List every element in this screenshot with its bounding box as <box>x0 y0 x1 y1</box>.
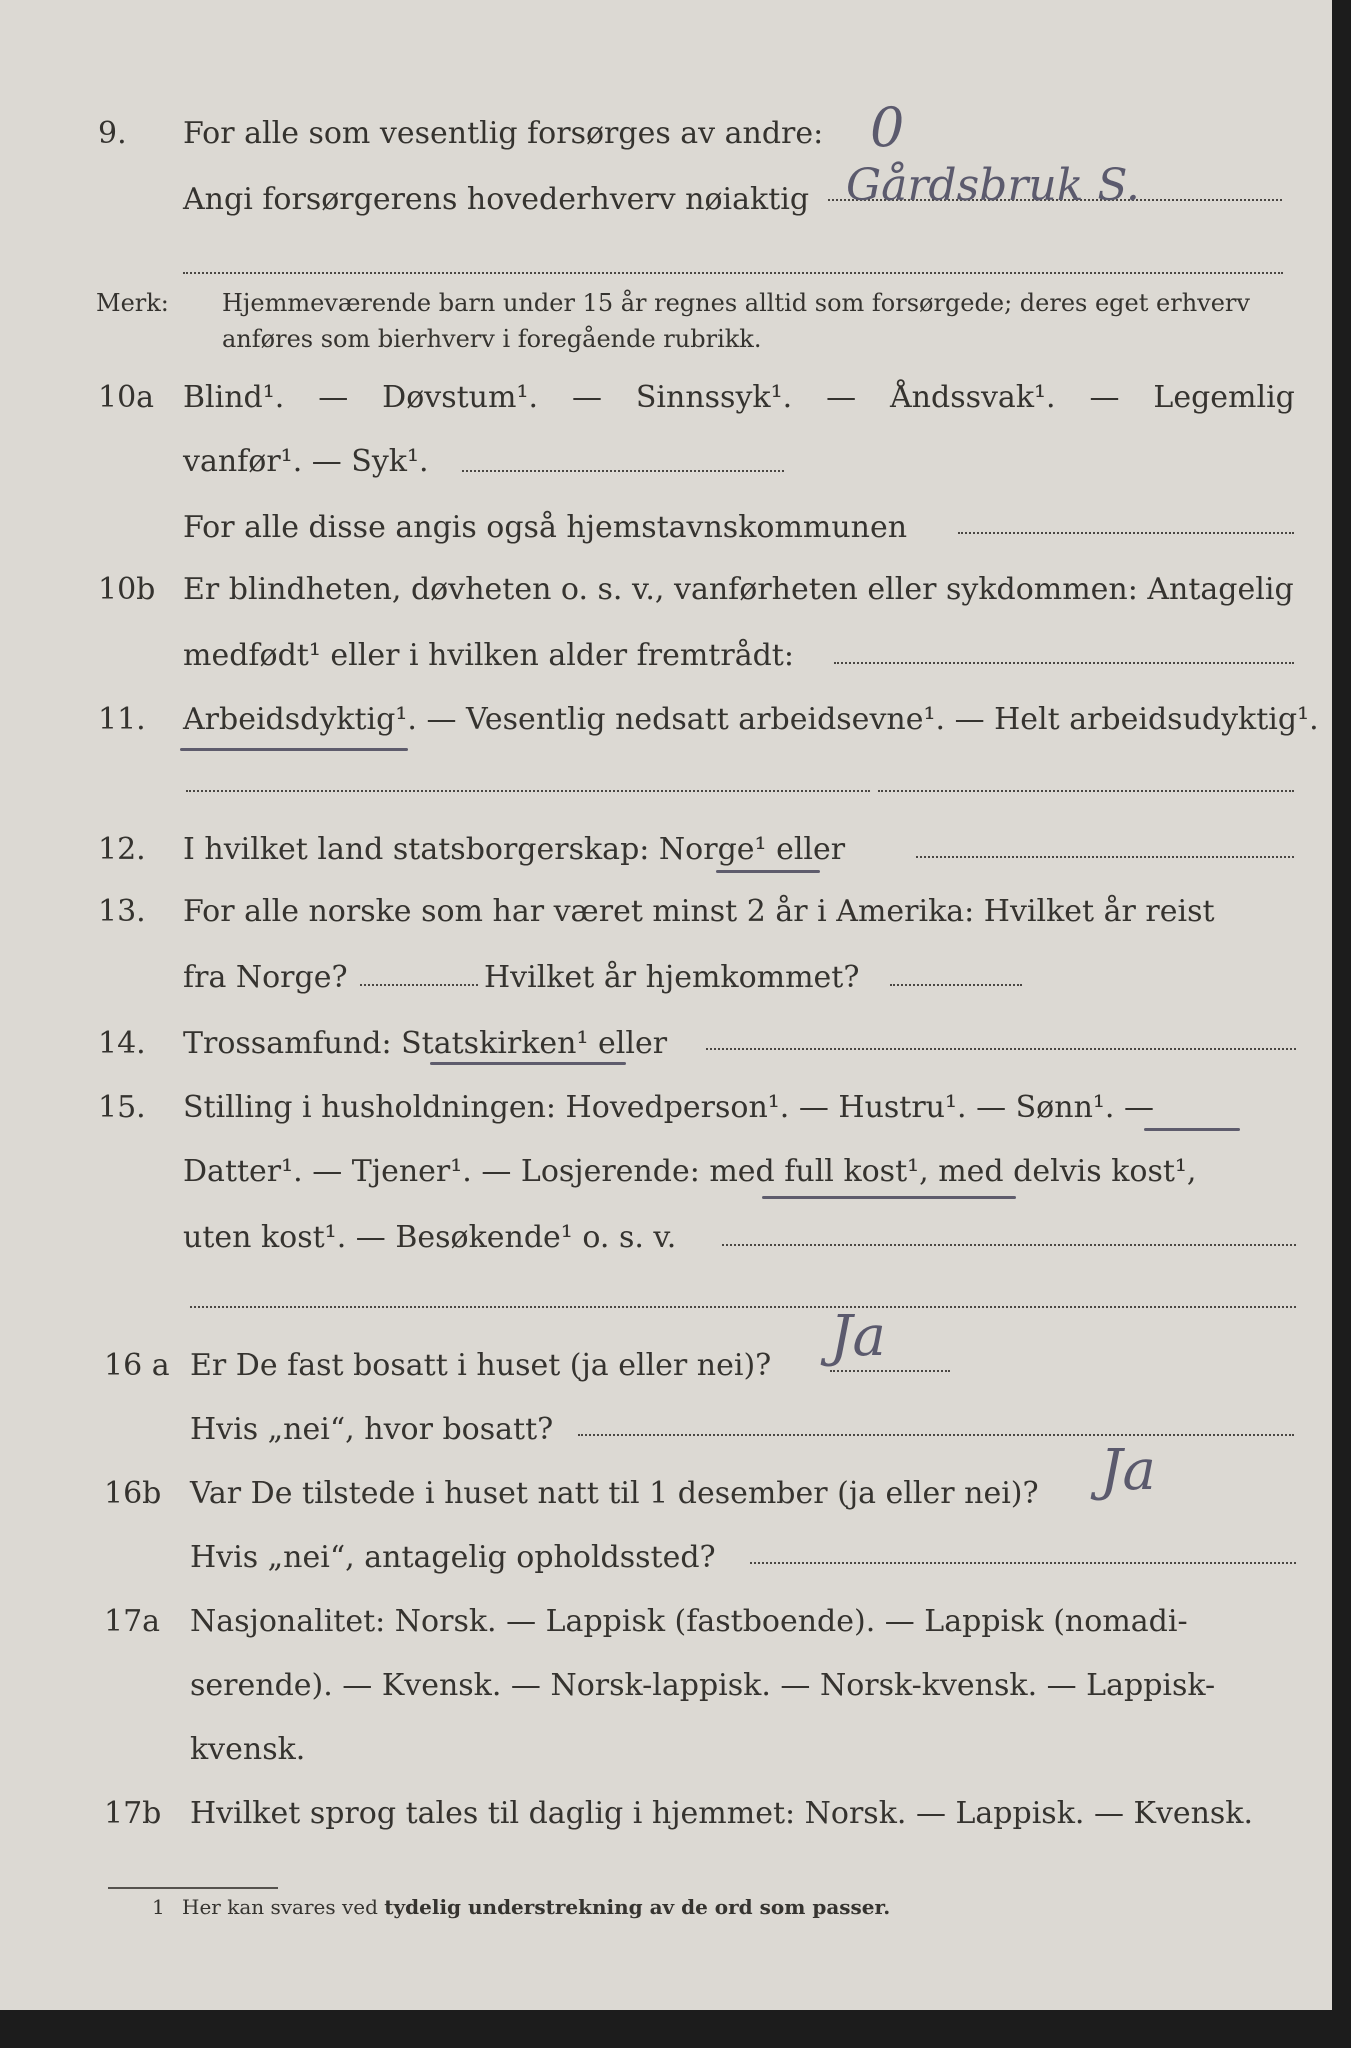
q11-blank-line-b <box>878 790 1294 792</box>
q10a-opt-sinnssyk: Sinnssyk¹. <box>635 380 793 415</box>
q13-number: 13. <box>98 894 146 929</box>
q10b-answer-line <box>834 662 1294 664</box>
q15-text1: Stilling i husholdningen: Hovedperson¹. — Hustru¹. — Sønn¹. — <box>183 1090 1154 1125</box>
q10a-dash1: — <box>318 380 349 415</box>
q13-text1: For alle norske som har været minst 2 år i Amerika: Hvilket år reist <box>183 894 1215 929</box>
q10a-opt-legemlig: Legemlig <box>1153 380 1295 415</box>
q10a-answer-line2 <box>958 532 1294 534</box>
q17b-text1: Hvilket sprog tales til daglig i hjemmet: Norsk. — Lappisk. — Kvensk. <box>190 1796 1254 1831</box>
footnote-text-a: Her kan svares ved <box>182 1895 385 1919</box>
q10a-dash2: — <box>571 380 602 415</box>
q12-text1: I hvilket land statsborgerskap: Norge¹ eller <box>183 832 846 867</box>
q12-number: 12. <box>98 832 146 867</box>
q14-answer-line <box>706 1048 1296 1050</box>
q11-number: 11. <box>98 702 146 737</box>
q11-text1: Arbeidsdyktig¹. — Vesentlig nedsatt arbeidsevne¹. — Helt arbeidsudyktig¹. <box>183 702 1319 737</box>
q10a-answer-line1 <box>462 470 784 472</box>
q15-text2: Datter¹. — Tjener¹. — Losjerende: med full kost¹, med delvis kost¹, <box>183 1154 1197 1189</box>
q15-text3: uten kost¹. — Besøkende¹ o. s. v. <box>183 1220 677 1255</box>
footnote-text <box>182 1894 890 1920</box>
q9-blank-line <box>183 272 1283 274</box>
q17a-text1: Nasjonalitet: Norsk. — Lappisk (fastboende). — Lappisk (nomadi- <box>190 1604 1188 1639</box>
q16a-answer-line <box>830 1370 950 1372</box>
q16a-text1: Er De fast bosatt i huset (ja eller nei)? <box>190 1348 772 1383</box>
q10a-options <box>183 380 1295 416</box>
q9-text1: For alle som vesentlig forsørges av andre: <box>183 116 824 151</box>
q17a-text3: kvensk. <box>190 1732 306 1767</box>
q10a-opt-dovstum: Døvstum¹. <box>382 380 539 415</box>
q10b-text2: medfødt¹ eller i hvilken alder fremtrådt: <box>183 638 794 673</box>
q16b-text1: Var De tilstede i huset natt til 1 desember (ja eller nei)? <box>190 1476 1039 1511</box>
q11-underline-arbeidsdyktig <box>180 748 408 751</box>
q9-number: 9. <box>98 116 127 151</box>
q16a-answer-line2 <box>578 1434 1294 1436</box>
q9-answer1-handwriting: 0 <box>870 96 905 159</box>
q12-answer-line <box>916 856 1294 858</box>
q10a-text2: vanfør¹. — Syk¹. <box>183 444 429 479</box>
q16a-text2: Hvis „nei“, hvor bosatt? <box>190 1412 554 1447</box>
q10b-text1: Er blindheten, døvheten o. s. v., vanførheten eller sykdommen: Antagelig <box>183 572 1294 607</box>
q10a-dash3: — <box>826 380 857 415</box>
footnote-text-b: tydelig understrekning av de ord som passer. <box>384 1895 891 1919</box>
q10a-dash4: — <box>1089 380 1120 415</box>
q15-number: 15. <box>98 1090 146 1125</box>
q16a-answer-handwriting: Ja <box>830 1304 886 1369</box>
q16a-number: 16 a <box>104 1348 170 1383</box>
q14-number: 14. <box>98 1026 146 1061</box>
merk-text1: Hjemmeværende barn under 15 år regnes alltid som forsørgede; deres eget erhverv <box>222 289 1250 317</box>
q15-blank-line <box>190 1306 1296 1308</box>
q16b-answer-line <box>750 1562 1296 1564</box>
q10a-number: 10a <box>98 380 155 415</box>
merk-label: Merk: <box>96 289 169 317</box>
q15-answer-line <box>722 1244 1296 1246</box>
q10a-opt-andssvak: Åndssvak¹. <box>890 380 1056 415</box>
footnote-rule <box>108 1887 278 1889</box>
q14-text1: Trossamfund: Statskirken¹ eller <box>183 1026 668 1061</box>
q17b-number: 17b <box>104 1796 162 1831</box>
q9-text2: Angi forsørgerens hovederhverv nøiaktig <box>183 182 810 217</box>
footnote-mark: 1 <box>152 1895 165 1919</box>
q13-answer-line2 <box>890 984 1022 986</box>
q13-answer-line1 <box>360 984 478 986</box>
q15-underline-sonn <box>1144 1128 1240 1131</box>
q9-answer2-handwriting: Gårdsbruk S. <box>846 160 1140 211</box>
q16b-number: 16b <box>104 1476 162 1511</box>
q10a-text3: For alle disse angis også hjemstavnskommunen <box>183 510 908 545</box>
q16b-answer-handwriting: Ja <box>1100 1438 1156 1503</box>
q11-blank-line-a <box>186 790 870 792</box>
q10b-number: 10b <box>98 572 156 607</box>
q13-text2b: Hvilket år hjemkommet? <box>484 960 860 995</box>
merk-text2: anføres som bierhverv i foregående rubrikk. <box>222 325 762 353</box>
q13-text2a: fra Norge? <box>183 960 348 995</box>
q10a-opt-blind: Blind¹. <box>183 380 285 415</box>
q16b-text2: Hvis „nei“, antagelig opholdssted? <box>190 1540 716 1575</box>
q17a-number: 17a <box>104 1604 161 1639</box>
q12-underline-norge <box>716 870 820 873</box>
q14-underline-statskirken <box>430 1062 626 1065</box>
q17a-text2: serende). — Kvensk. — Norsk-lappisk. — Norsk-kvensk. — Lappisk- <box>190 1668 1216 1703</box>
q15-underline-full-kost <box>762 1196 1016 1199</box>
